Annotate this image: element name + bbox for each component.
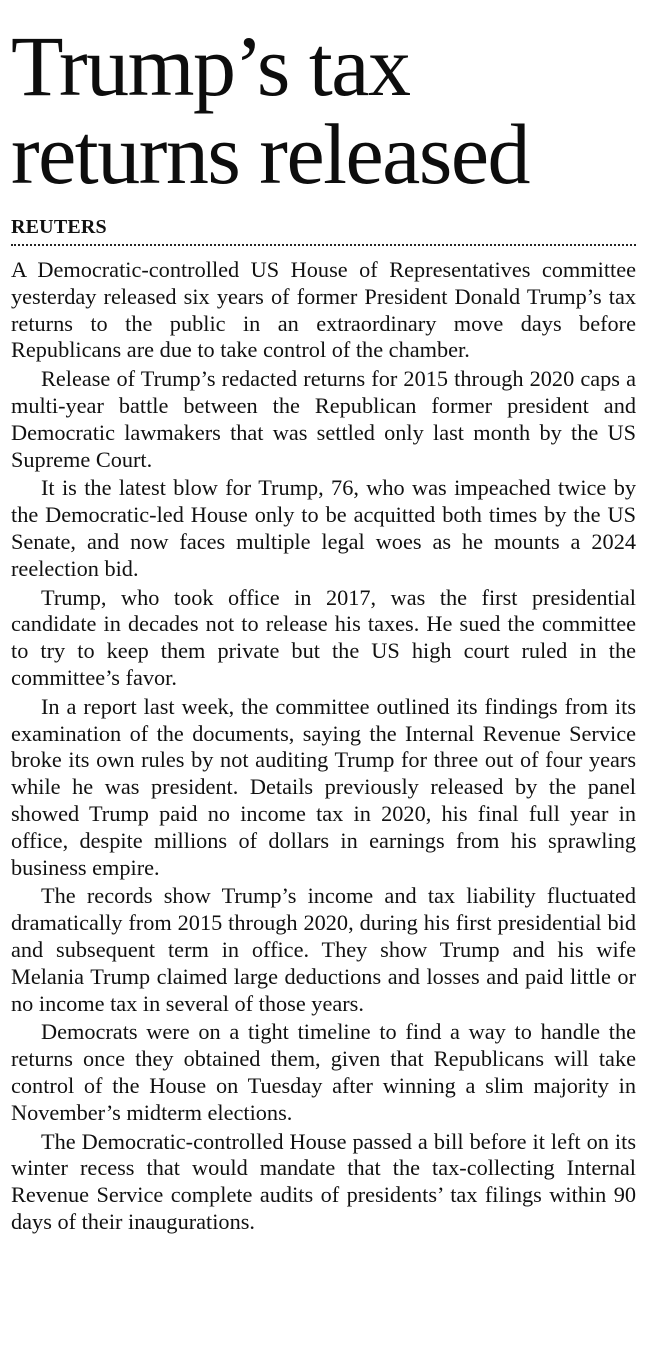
news-article: [11, 0, 636, 1238]
paragraph: The Democratic-controlled House passed a bill before it left on its winter recess that would mandate that the tax-collecting Internal Revenue Service complete audits of presidents’ tax filings within 90 days of their inaugurations.: [11, 1128, 636, 1234]
byline: REUTERS: [11, 216, 107, 238]
dotted-divider: [11, 244, 636, 246]
paragraph: Release of Trump’s redacted returns for 2015 through 2020 caps a multi-year battle between the Republican former president and Democratic lawmakers that was settled only last month by the US Supreme Court.: [11, 366, 636, 472]
paragraph: It is the latest blow for Trump, 76, who was impeached twice by the Democratic-led House only to be acquitted both times by the US Senate, and now faces multiple legal woes as he mounts a 2024 reelection bid.: [11, 475, 636, 581]
paragraph: In a report last week, the committee outlined its findings from its examination of the documents, saying the Internal Revenue Service broke its own rules by not auditing Trump for three out of four years while he was president. Details previously released by the panel showed Trump paid no income tax in 2020, his final full year in office, despite millions of dollars in earnings from his sprawling business empire.: [11, 693, 636, 880]
paragraph: A Democratic-controlled US House of Representatives committee yesterday released six years of former President Donald Trump’s tax returns to the public in an extraordinary move days before Republicans are due to take control of the chamber.: [11, 257, 636, 363]
paragraph: The records show Trump’s income and tax liability fluctuated dramatically from 2015 through 2020, during his first presidential bid and subsequent term in office. They show Trump and his wife Melania Trump claimed large deductions and losses and paid little or no income tax in several of those years.: [11, 883, 636, 1016]
paragraph: Trump, who took office in 2017, was the first presidential candidate in decades not to release his taxes. He sued the committee to try to keep them private but the US high court ruled in the committee’s favor.: [11, 584, 636, 690]
article-body: [11, 257, 636, 1236]
paragraph: Democrats were on a tight timeline to find a way to handle the returns once they obtained them, given that Republicans will take control of the House on Tuesday after winning a slim majority in November’s midterm elections.: [11, 1019, 636, 1125]
headline: Trump’s tax returns released: [11, 18, 529, 202]
